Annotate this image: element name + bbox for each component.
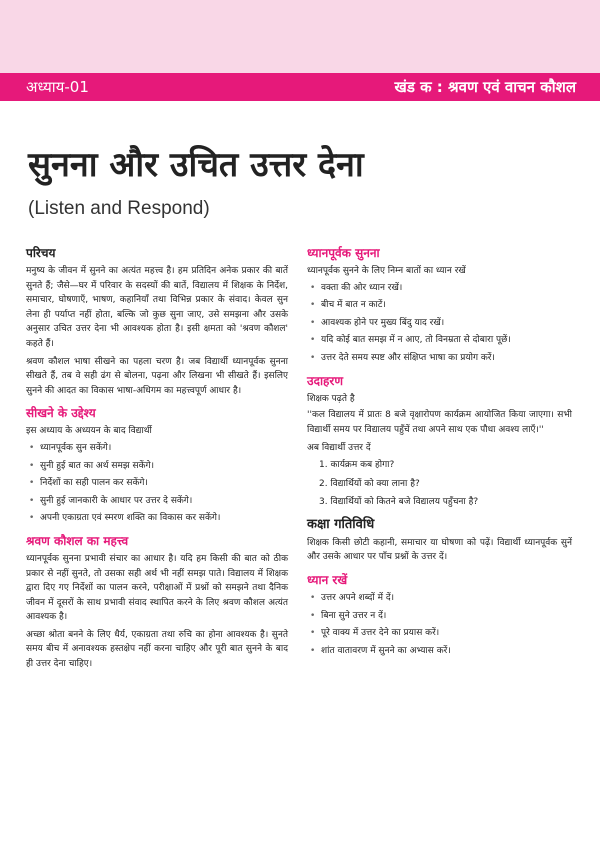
list-item-text: ध्यानपूर्वक सुन सकेंगे। [40, 442, 112, 453]
example-section [307, 372, 572, 510]
list-item [307, 644, 572, 659]
bullet-icon: • [29, 478, 35, 489]
right-column [307, 244, 572, 664]
bullet-icon: • [310, 300, 316, 311]
list-item [26, 511, 288, 526]
bullet-icon: • [310, 645, 316, 656]
example-heading: उदाहरण [307, 373, 344, 388]
intro-paragraph: मनुष्य के जीवन में सुनने का अत्यंत महत्त्व है। हम प्रतिदिन अनेक प्रकार की बातें सुनते हैं; जैसे—घर में परिवार के सदस्यों की बातें, विद्यालय में शिक्षक के निर्देश, समाचार, घोषणाएँ, भाषण, कहानियाँ तथा विभिन्न प्रकार के संवाद। केवल सुन लेना ही पर्याप्त नहीं होता, बल्कि जो कुछ सुना जाए, उसे समझना और उसके अनुसार उचित उत्तर देना भी आवश्यक होता है। इसी क्षमता को 'श्रवण कौशल' कहते हैं। [26, 266, 288, 349]
list-item [26, 441, 288, 456]
bullet-icon: • [310, 610, 316, 621]
list-item-text: अपनी एकाग्रता एवं स्मरण शक्ति का विकास कर सकेंगे। [40, 513, 221, 524]
bullet-icon: • [310, 592, 316, 603]
activity-section [307, 516, 572, 565]
left-column [26, 244, 288, 678]
bullet-icon: • [310, 282, 316, 293]
answer-lead: अब विद्यार्थी उत्तर दें [307, 443, 371, 454]
list-item [26, 494, 288, 509]
bullet-icon: • [310, 628, 316, 639]
careful-lead: ध्यानपूर्वक सुनने के लिए निम्न बातों का ध्यान रखें [307, 266, 466, 276]
list-item [307, 626, 572, 641]
remember-list [307, 591, 572, 658]
remember-section [307, 571, 572, 658]
list-item-text: यदि कोई बात समझ में न आए, तो विनम्रता से दोबारा पूछें। [321, 335, 511, 346]
list-item [307, 316, 572, 331]
activity-heading: कक्षा गतिविधि [307, 516, 375, 532]
list-item [307, 281, 572, 296]
intro-heading: परिचय [26, 246, 56, 260]
activity-text: शिक्षक किसी छोटी कहानी, समाचार या घोषणा को पढ़ें। विद्यार्थी ध्यानपूर्वक सुनें और उसके आधार पर पाँच प्रश्नों के उत्तर दें। [307, 537, 572, 563]
list-item-text: शांत वातावरण में सुनने का अभ्यास करें। [321, 645, 451, 656]
question-list [307, 458, 572, 510]
question-item: 1. कार्यक्रम कब होगा? [319, 459, 395, 470]
objectives-section [26, 404, 288, 526]
page-title: सुनना और उचित उत्तर देना [28, 145, 364, 185]
importance-section [26, 532, 288, 672]
list-item [307, 333, 572, 348]
list-item-text: निर्देशों का सही पालन कर सकेंगे। [40, 478, 148, 489]
bullet-icon: • [29, 460, 35, 471]
list-item-text: उत्तर अपने शब्दों में दें। [321, 592, 395, 603]
question-item: 2. विद्यार्थियों को क्या लाना है? [319, 478, 420, 489]
importance-paragraph: अच्छा श्रोता बनने के लिए धैर्य, एकाग्रता तथा रुचि का होना आवश्यक है। सुनते समय बीच में अनावश्यक हस्तक्षेप नहीं करना चाहिए और पूरी बात सुनने के बाद ही उत्तर देना चाहिए। [26, 629, 288, 670]
objectives-list [26, 441, 288, 526]
example-quote: ''कल विद्यालय में प्रातः 8 बजे वृक्षारोपण कार्यक्रम आयोजित किया जाएगा। सभी विद्यार्थी समय पर विद्यालय पहुँचें तथा अपने साथ एक पौधा अवश्य लाएँ।'' [307, 410, 572, 435]
list-item-text: बीच में बात न काटें। [321, 300, 386, 311]
top-band [0, 0, 600, 73]
chapter-number: अध्याय-01 [26, 78, 89, 96]
question-item: 3. विद्यार्थियों को कितने बजे विद्यालय पहुँचना है? [319, 497, 479, 508]
objectives-lead: इस अध्याय के अध्ययन के बाद विद्यार्थी [26, 426, 152, 437]
list-item-text: उत्तर देते समय स्पष्ट और संक्षिप्त भाषा का प्रयोग करें। [321, 352, 495, 363]
careful-list [307, 281, 572, 366]
list-item [307, 351, 572, 366]
remember-heading: ध्यान रखें [307, 572, 348, 587]
objectives-heading: सीखने के उद्देश्य [26, 406, 96, 421]
bullet-icon: • [310, 352, 316, 363]
bullet-icon: • [29, 513, 35, 524]
list-item-text: वक्ता की ओर ध्यान रखें। [321, 282, 403, 293]
page-subtitle: (Listen and Respond) [28, 198, 210, 219]
list-item-text: बिना सुने उत्तर न दें। [321, 610, 387, 621]
bullet-icon: • [310, 335, 316, 346]
list-item-text: पूरे वाक्य में उत्तर देने का प्रयास करें। [321, 628, 440, 639]
importance-paragraph: ध्यानपूर्वक सुनना प्रभावी संचार का आधार है। यदि हम किसी की बात को ठीक प्रकार से नहीं सुनते, तो उसका सही अर्थ भी नहीं समझ पाते। विद्यालय में शिक्षक द्वारा दिए गए निर्देशों का पालन करने, परीक्षाओं में प्रश्नों को समझने तथा दैनिक जीवन में दूसरों के साथ प्रभावी संवाद स्थापित करने के लिए श्रवण कौशल अत्यंत आवश्यक है। [26, 553, 288, 623]
intro-paragraph: श्रवण कौशल भाषा सीखने का पहला चरण है। जब विद्यार्थी ध्यानपूर्वक सुनना सीखते हैं, तब वे सही ढंग से बोलना, पढ़ना और लिखना भी सीखते हैं। इसलिए सुनने की आदत का विकास भाषा-अधिगम का महत्त्वपूर्ण आधार है। [26, 356, 288, 396]
list-item-text: आवश्यक होने पर मुख्य बिंदु याद रखें। [321, 317, 445, 328]
bullet-icon: • [29, 442, 35, 453]
intro-section [26, 244, 288, 398]
section-title: खंड क : श्रवण एवं वाचन कौशल [394, 78, 576, 96]
example-lead: शिक्षक पढ़ते है [307, 393, 355, 404]
bullet-icon: • [29, 495, 35, 506]
careful-listening-section [307, 244, 572, 366]
list-item-text: सुनी हुई जानकारी के आधार पर उत्तर दे सकेंगे। [40, 495, 193, 506]
list-item [26, 459, 288, 474]
chapter-bar [0, 73, 600, 101]
bullet-icon: • [310, 317, 316, 328]
importance-heading: श्रवण कौशल का महत्त्व [26, 533, 129, 548]
list-item [307, 609, 572, 624]
list-item-text: सुनी हुई बात का अर्थ समझ सकेंगे। [40, 460, 154, 471]
list-item [26, 476, 288, 491]
careful-heading: ध्यानपूर्वक सुनना [307, 246, 380, 260]
list-item [307, 591, 572, 606]
list-item [307, 298, 572, 313]
